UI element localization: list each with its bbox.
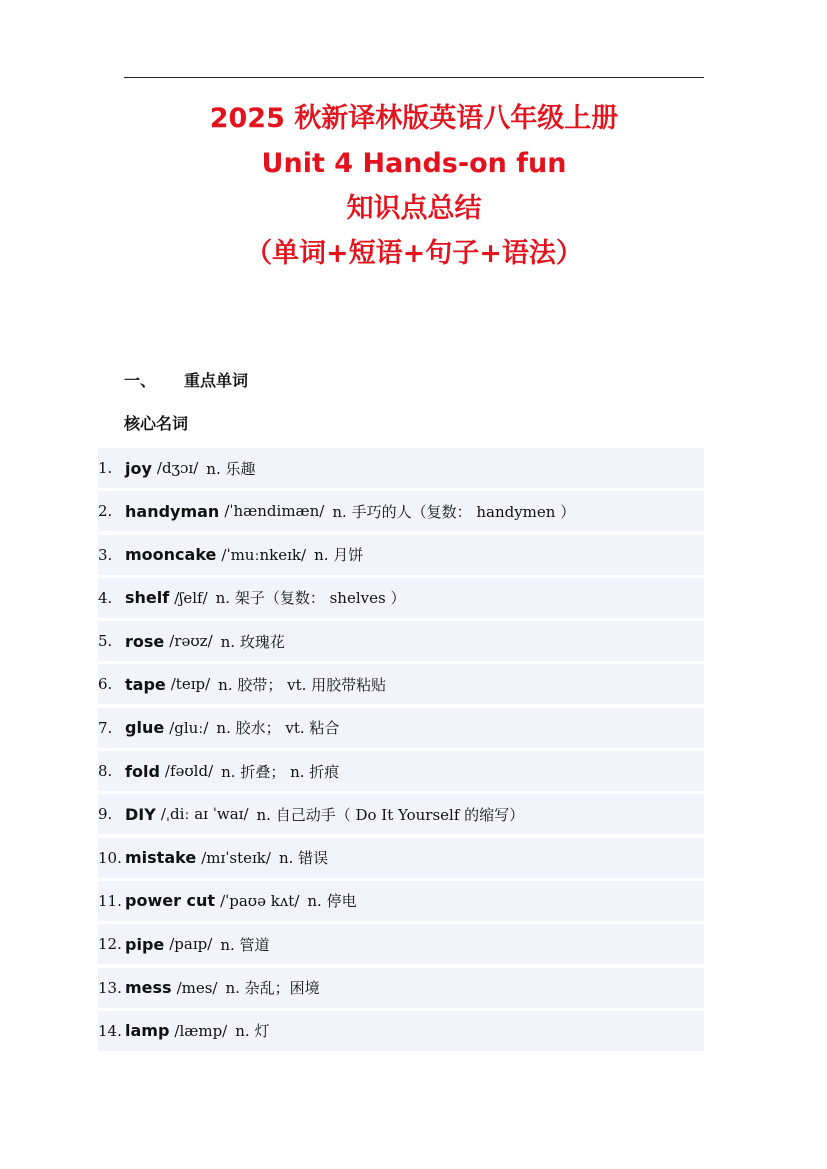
vocab-number: 12. [98,935,122,954]
vocab-number: 2. [98,502,113,521]
vocab-word: mess [125,978,172,998]
vocab-word: DIY [125,804,156,824]
vocab-phonetic: /dʒɔɪ/ [156,459,199,477]
vocab-definition: n. 停电 [307,892,357,911]
vocab-phonetic: /læmp/ [174,1021,228,1040]
vocab-definition: n. 架子（复数： shelves ） [215,589,406,608]
vocab-number: 5. [98,632,113,651]
vocab-word: tape [125,674,166,694]
vocab-phonetic: /rəʊz/ [169,632,213,651]
vocab-word: rose [125,631,165,651]
subheading-core-nouns: 核心名词 [124,414,189,433]
vocab-number: 11. [98,891,122,910]
section-number: 一、 [124,371,157,390]
vocab-row [98,535,704,575]
title-line-3: 知识点总结 [346,193,482,224]
vocab-definition: n. 手巧的人（复数： handymen ） [332,502,576,521]
section-heading [124,368,248,391]
vocab-row [98,578,704,618]
vocab-phonetic: /ˈpaʊə kʌt/ [220,891,300,910]
vocab-definition: n. 错误 [278,849,329,868]
vocab-row [98,664,704,704]
vocab-word: pipe [125,934,165,954]
vocab-phonetic: /ʃelf/ [174,588,208,607]
vocab-row [98,1011,704,1051]
vocab-number: 10. [98,848,122,867]
vocab-number: 4. [98,588,113,607]
vocab-phonetic: /ˈhændimæn/ [224,502,325,521]
vocab-definition: n. 灯 [235,1022,270,1041]
vocab-definition: n. 自己动手（ Do It Yourself 的缩写） [256,805,525,824]
vocab-definition: n. 月饼 [314,546,364,565]
vocab-row [98,448,704,488]
vocab-phonetic: /paɪp/ [169,935,213,954]
vocab-number: 8. [98,762,113,781]
vocab-word: shelf [125,588,170,608]
vocab-definition: n. 杂乱；困境 [225,979,320,998]
vocab-definition: n. 折叠； n. 折痕 [221,762,340,781]
vocab-word: handyman [125,501,220,521]
vocab-phonetic: /mɪˈsteɪk/ [201,848,271,867]
vocab-row [98,751,704,791]
vocab-word: power cut [125,891,216,911]
vocab-list [98,448,704,1054]
title-line-2: Unit 4 Hands-on fun [261,148,567,179]
document-title [124,96,704,276]
vocab-word: mistake [125,848,197,868]
vocab-phonetic: /ˈmuːnkeɪk/ [221,545,307,564]
vocab-word: lamp [125,1021,170,1041]
vocab-phonetic: /mes/ [176,978,218,997]
vocab-row [98,708,704,748]
vocab-number: 14. [98,1021,122,1040]
vocab-row [98,881,704,921]
vocab-number: 9. [98,805,113,824]
title-line-4: （单词+短语+句子+语法） [245,238,583,269]
vocab-row [98,968,704,1008]
vocab-number: 1. [98,459,113,477]
vocab-definition: n. 胶水； vt. 粘合 [216,719,340,738]
vocab-row [98,924,704,964]
vocab-number: 3. [98,545,113,564]
vocab-word: fold [125,761,160,781]
vocab-number: 13. [98,978,122,997]
vocab-definition: n. 管道 [220,935,270,954]
vocab-word: joy [125,458,152,478]
vocab-number: 6. [98,675,113,694]
vocab-definition: n. 玫瑰花 [220,632,285,651]
header-rule [124,77,704,78]
vocab-phonetic: /ˌdiː aɪ ˈwaɪ/ [160,805,249,824]
vocab-row [98,794,704,834]
vocab-row [98,491,704,531]
vocab-definition: n. 胶带； vt. 用胶带粘贴 [218,675,387,694]
vocab-phonetic: /teɪp/ [170,675,211,694]
vocab-word: glue [125,718,165,738]
vocab-word: mooncake [125,545,217,565]
vocab-row [98,621,704,661]
vocab-definition: n. 乐趣 [206,459,256,478]
vocab-phonetic: /fəʊld/ [164,762,214,781]
vocab-phonetic: /gluː/ [169,718,209,737]
section-title: 重点单词 [184,371,249,390]
vocab-number: 7. [98,718,113,737]
title-line-1: 2025 秋新译林版英语八年级上册 [209,103,619,134]
vocab-row [98,838,704,878]
